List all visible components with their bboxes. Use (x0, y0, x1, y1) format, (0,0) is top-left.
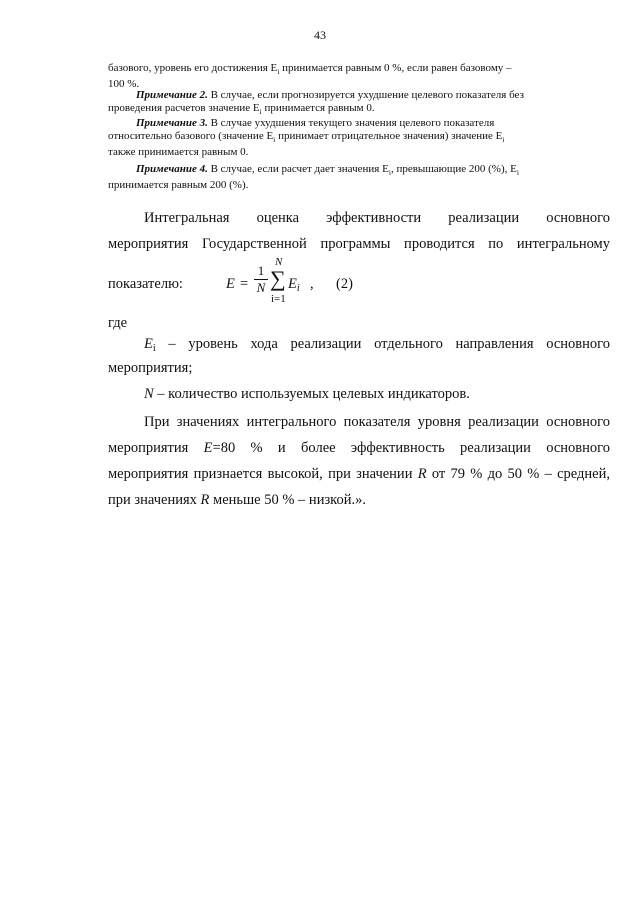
note-continuation: базового, уровень его достижения $E_i$ принимается равным 0 %, если равен базовому – 100 %. (108, 62, 512, 90)
paragraph-levels-line3: мероприятия признается высокой, при значении R от 79 % до 50 % – средней, (108, 466, 610, 482)
paragraph-integral-line1: Интегральная оценка эффективности реализации основного (144, 210, 610, 226)
note-2: Примечание 2. В случае, если прогнозируется ухудшение целевого показателя без проведения расчетов значение $E_i$ принимается равным 0. (108, 89, 524, 116)
formula-row (108, 258, 610, 308)
definition-n: N – количество используемых целевых индикаторов. (144, 386, 470, 402)
formula-label: показателю: (108, 276, 183, 292)
sum-symbol: ∑ (270, 266, 286, 291)
paragraph-levels-line1: При значениях интегрального показателя уровня реализации основного (144, 414, 610, 430)
definition-ei: $E_i$ – уровень хода реализации отдельного направления основного (144, 336, 610, 354)
definition-ei-cont: мероприятия; (108, 360, 193, 376)
paragraph-levels-line4: при значениях R меньше 50 % – низкой.». (108, 492, 366, 508)
where-label: где (108, 315, 128, 331)
paragraph-levels-line2: мероприятия E=80 % и более эффективность реализации основного (108, 440, 610, 456)
page-number: 43 (314, 28, 326, 42)
formula-number: (2) (336, 276, 353, 292)
paragraph-integral-line2: мероприятия Государственной программы проводится по интегральному (108, 236, 610, 252)
note-4: Примечание 4. В случае, если расчет дает значения $E_i$, превышающие 200 (%), $E_i$ принимается равным 200 (%). (108, 163, 519, 191)
note-3: Примечание 3. В случае ухудшения текущего значения целевого показателя относительно базового (значение $E_i$ принимает отрицательное значения) значение $E_i$ также принимается равным 0. (108, 117, 505, 158)
formula-fraction: 1 N (254, 264, 268, 295)
formula-integral-index: E = 1 N N ∑ i=1 $E_i$ , (226, 256, 314, 305)
